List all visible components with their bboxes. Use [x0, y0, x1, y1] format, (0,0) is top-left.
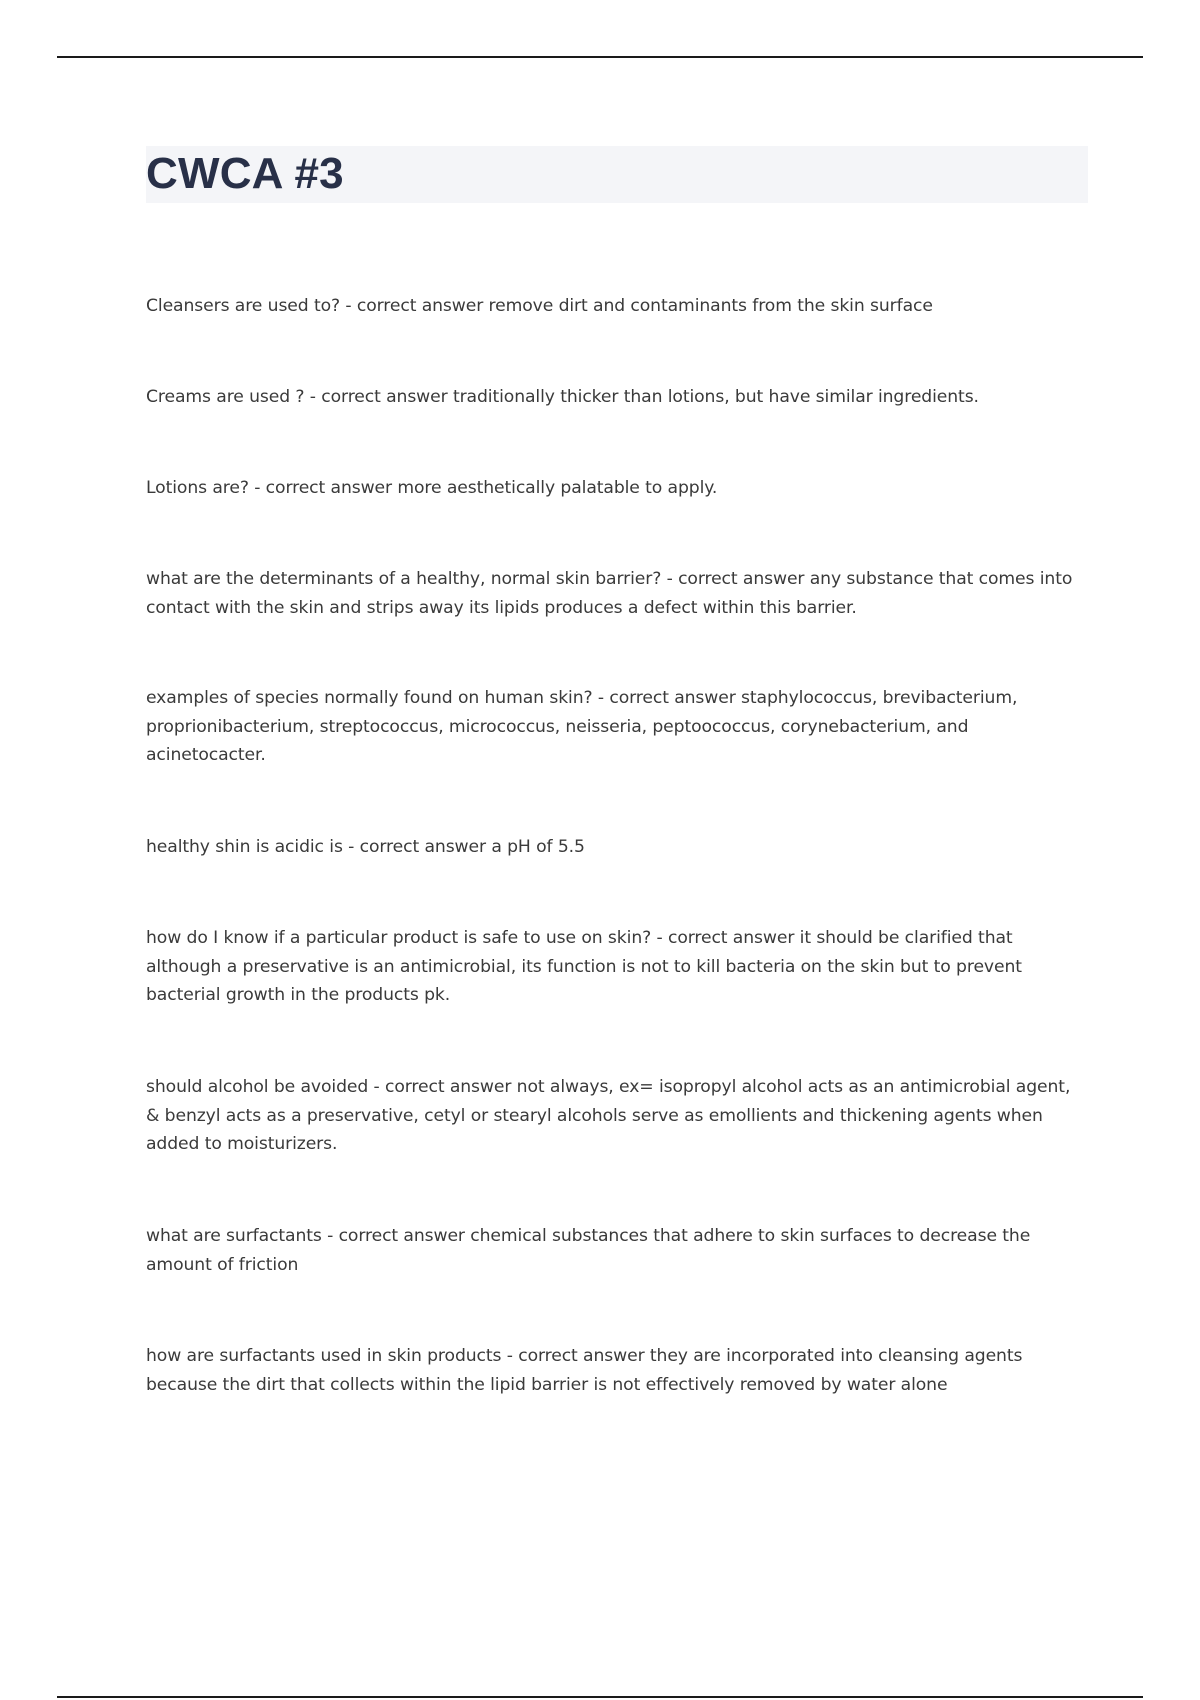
bottom-rule: [57, 1696, 1143, 1698]
qa-item-10: how are surfactants used in skin products - correct answer they are incorporated into cleansing agents because the dirt that collects within the lipid barrier is not effectively removed by water alone: [146, 1346, 1023, 1395]
qa-item-2: Creams are used ? - correct answer traditionally thicker than lotions, but have similar ingredients.: [146, 387, 979, 407]
qa-item-3: Lotions are? - correct answer more aesthetically palatable to apply.: [146, 478, 718, 498]
qa-item-1: Cleansers are used to? - correct answer remove dirt and contaminants from the skin surface: [146, 296, 933, 316]
qa-item-8: should alcohol be avoided - correct answer not always, ex= isopropyl alcohol acts as an antimicrobial agent, & benzyl acts as a preservative, cetyl or stearyl alcohols serve as emollients and thickening agents when added to moisturizers.: [146, 1077, 1071, 1154]
qa-item-9: what are surfactants - correct answer chemical substances that adhere to skin surfaces to decrease the amount of friction: [146, 1226, 1031, 1275]
qa-item-5: examples of species normally found on human skin? - correct answer staphylococcus, brevibacterium, proprionibacterium, streptococcus, micrococcus, neisseria, peptoococcus, corynebacterium, and acinetocacter.: [146, 688, 1018, 765]
qa-item-7: how do I know if a particular product is safe to use on skin? - correct answer it should be clarified that although a preservative is an antimicrobial, its function is not to kill bacteria on the skin but to prevent bacterial growth in the products pk.: [146, 928, 1022, 1005]
qa-item-4: what are the determinants of a healthy, normal skin barrier? - correct answer any substance that comes into contact with the skin and strips away its lipids produces a defect within this barrier.: [146, 569, 1073, 618]
top-rule: [57, 56, 1143, 58]
qa-item-6: healthy shin is acidic is - correct answer a pH of 5.5: [146, 837, 585, 857]
document-title: CWCA #3: [146, 149, 344, 198]
